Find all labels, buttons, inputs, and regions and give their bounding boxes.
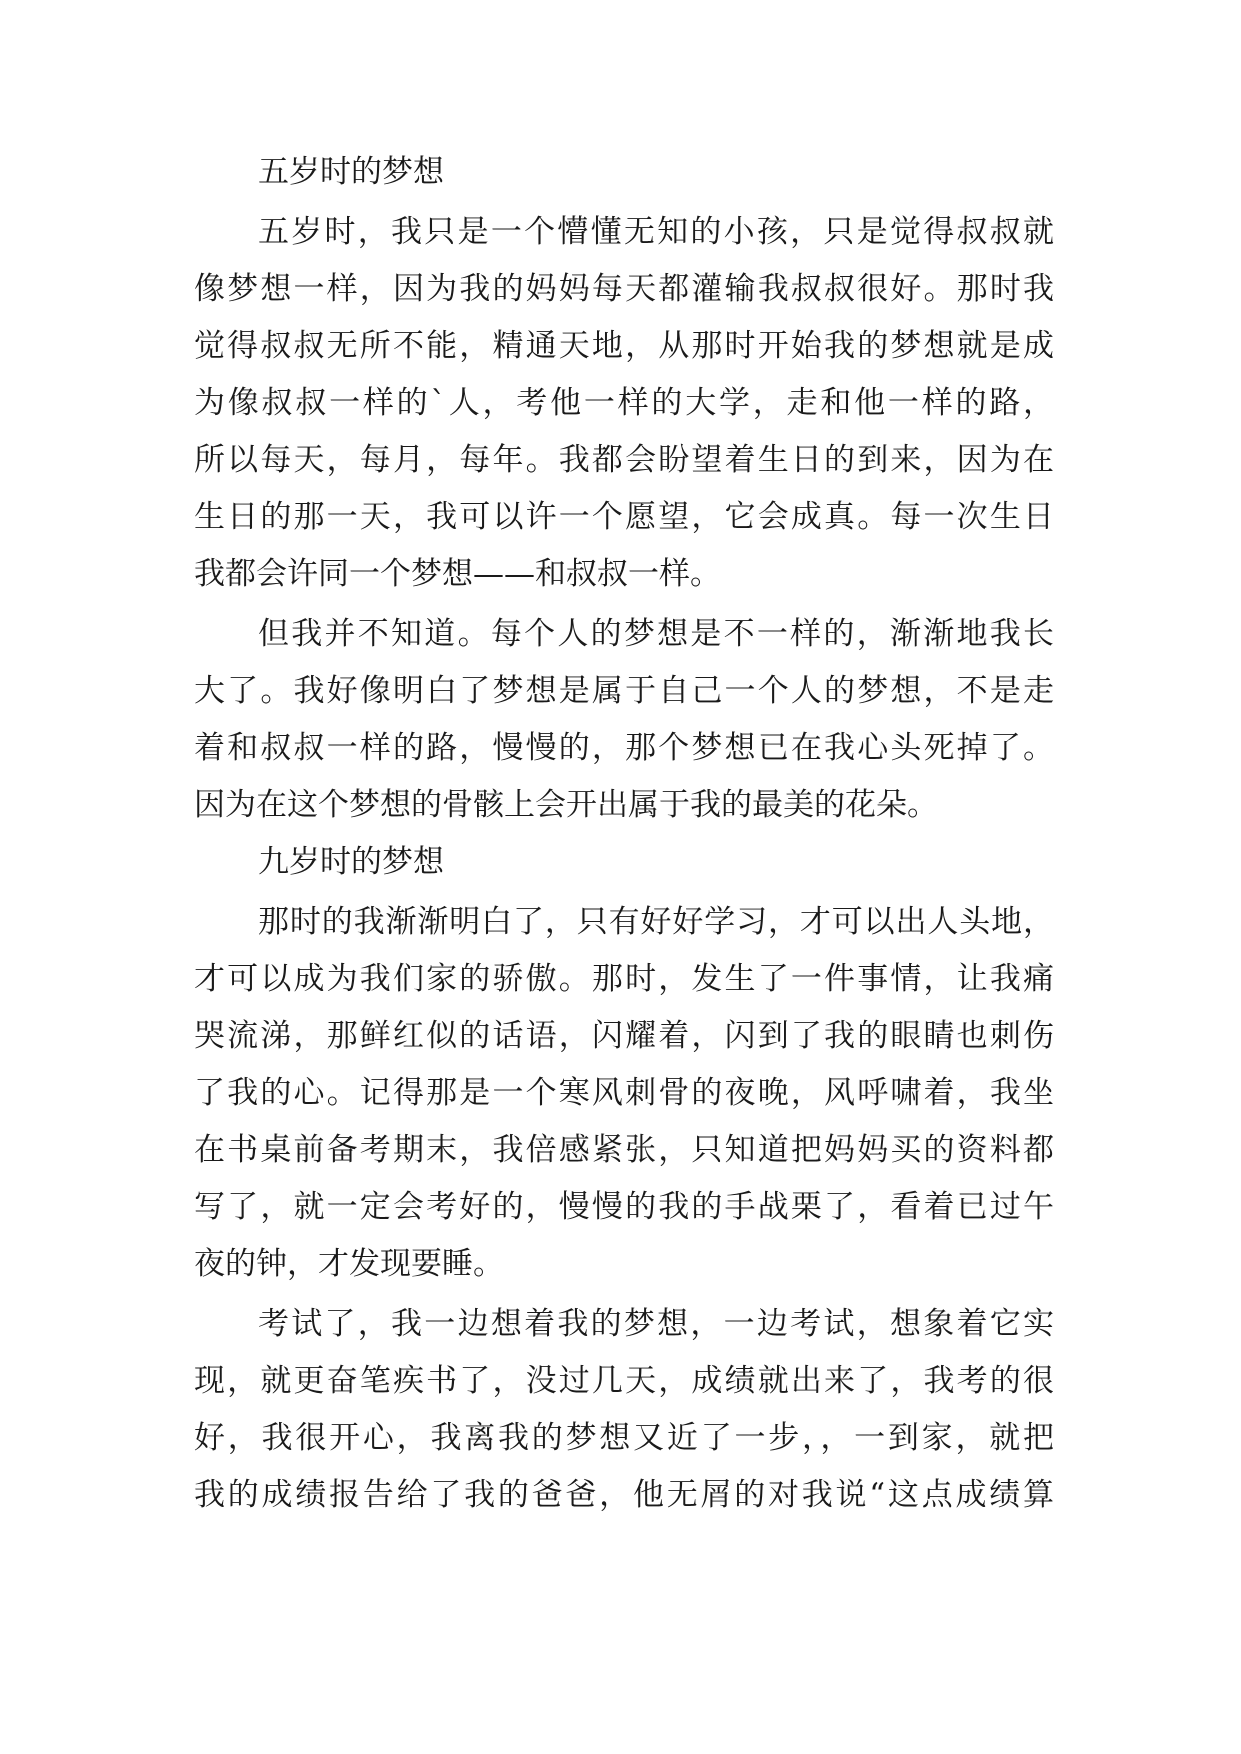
section-heading-five: 五岁时的梦想	[258, 154, 444, 190]
text-line: 生日的那一天，我可以许一个愿望，它会成真。每一次生日	[194, 499, 1054, 535]
text-line: 哭流涕，那鲜红似的话语，闪耀着，闪到了我的眼睛也刺伤	[194, 1018, 1054, 1054]
text-line: 了我的心。记得那是一个寒风刺骨的夜晚，风呼啸着，我坐	[194, 1075, 1054, 1111]
text-line: 夜的钟，才发现要睡。	[194, 1246, 504, 1282]
text-line: 像梦想一样，因为我的妈妈每天都灌输我叔叔很好。那时我	[194, 271, 1054, 307]
section-heading-nine: 九岁时的梦想	[258, 844, 444, 880]
text-line: 大了。我好像明白了梦想是属于自己一个人的梦想，不是走	[194, 673, 1054, 709]
text-line: 觉得叔叔无所不能，精通天地，从那时开始我的梦想就是成	[194, 328, 1054, 364]
text-line: 现，就更奋笔疾书了，没过几天，成绩就出来了，我考的很	[194, 1363, 1054, 1399]
text-line: 我都会许同一个梦想——和叔叔一样。	[194, 556, 721, 592]
text-line: 着和叔叔一样的路，慢慢的，那个梦想已在我心头死掉了。	[194, 730, 1054, 766]
text-line: 所以每天，每月，每年。我都会盼望着生日的到来，因为在	[194, 442, 1054, 478]
text-line: 在书桌前备考期末，我倍感紧张，只知道把妈妈买的资料都	[194, 1132, 1054, 1168]
text-line: 考试了，我一边想着我的梦想，一边考试，想象着它实	[258, 1306, 1054, 1342]
text-line: 写了，就一定会考好的，慢慢的我的手战栗了，看着已过午	[194, 1189, 1054, 1225]
text-line: 那时的我渐渐明白了，只有好好学习，才可以出人头地，	[258, 904, 1054, 940]
text-line: 才可以成为我们家的骄傲。那时，发生了一件事情，让我痛	[194, 961, 1054, 997]
text-line: 因为在这个梦想的骨骸上会开出属于我的最美的花朵。	[194, 787, 938, 823]
text-line: 好，我很开心，我离我的梦想又近了一步，，一到家，就把	[194, 1420, 1054, 1456]
text-line: 五岁时，我只是一个懵懂无知的小孩，只是觉得叔叔就	[258, 214, 1054, 250]
text-line: 但我并不知道。每个人的梦想是不一样的，渐渐地我长	[258, 616, 1054, 652]
text-line: 为像叔叔一样的`人，考他一样的大学，走和他一样的路，	[194, 385, 1054, 421]
text-line: 我的成绩报告给了我的爸爸，他无屑的对我说“这点成绩算	[194, 1477, 1054, 1513]
